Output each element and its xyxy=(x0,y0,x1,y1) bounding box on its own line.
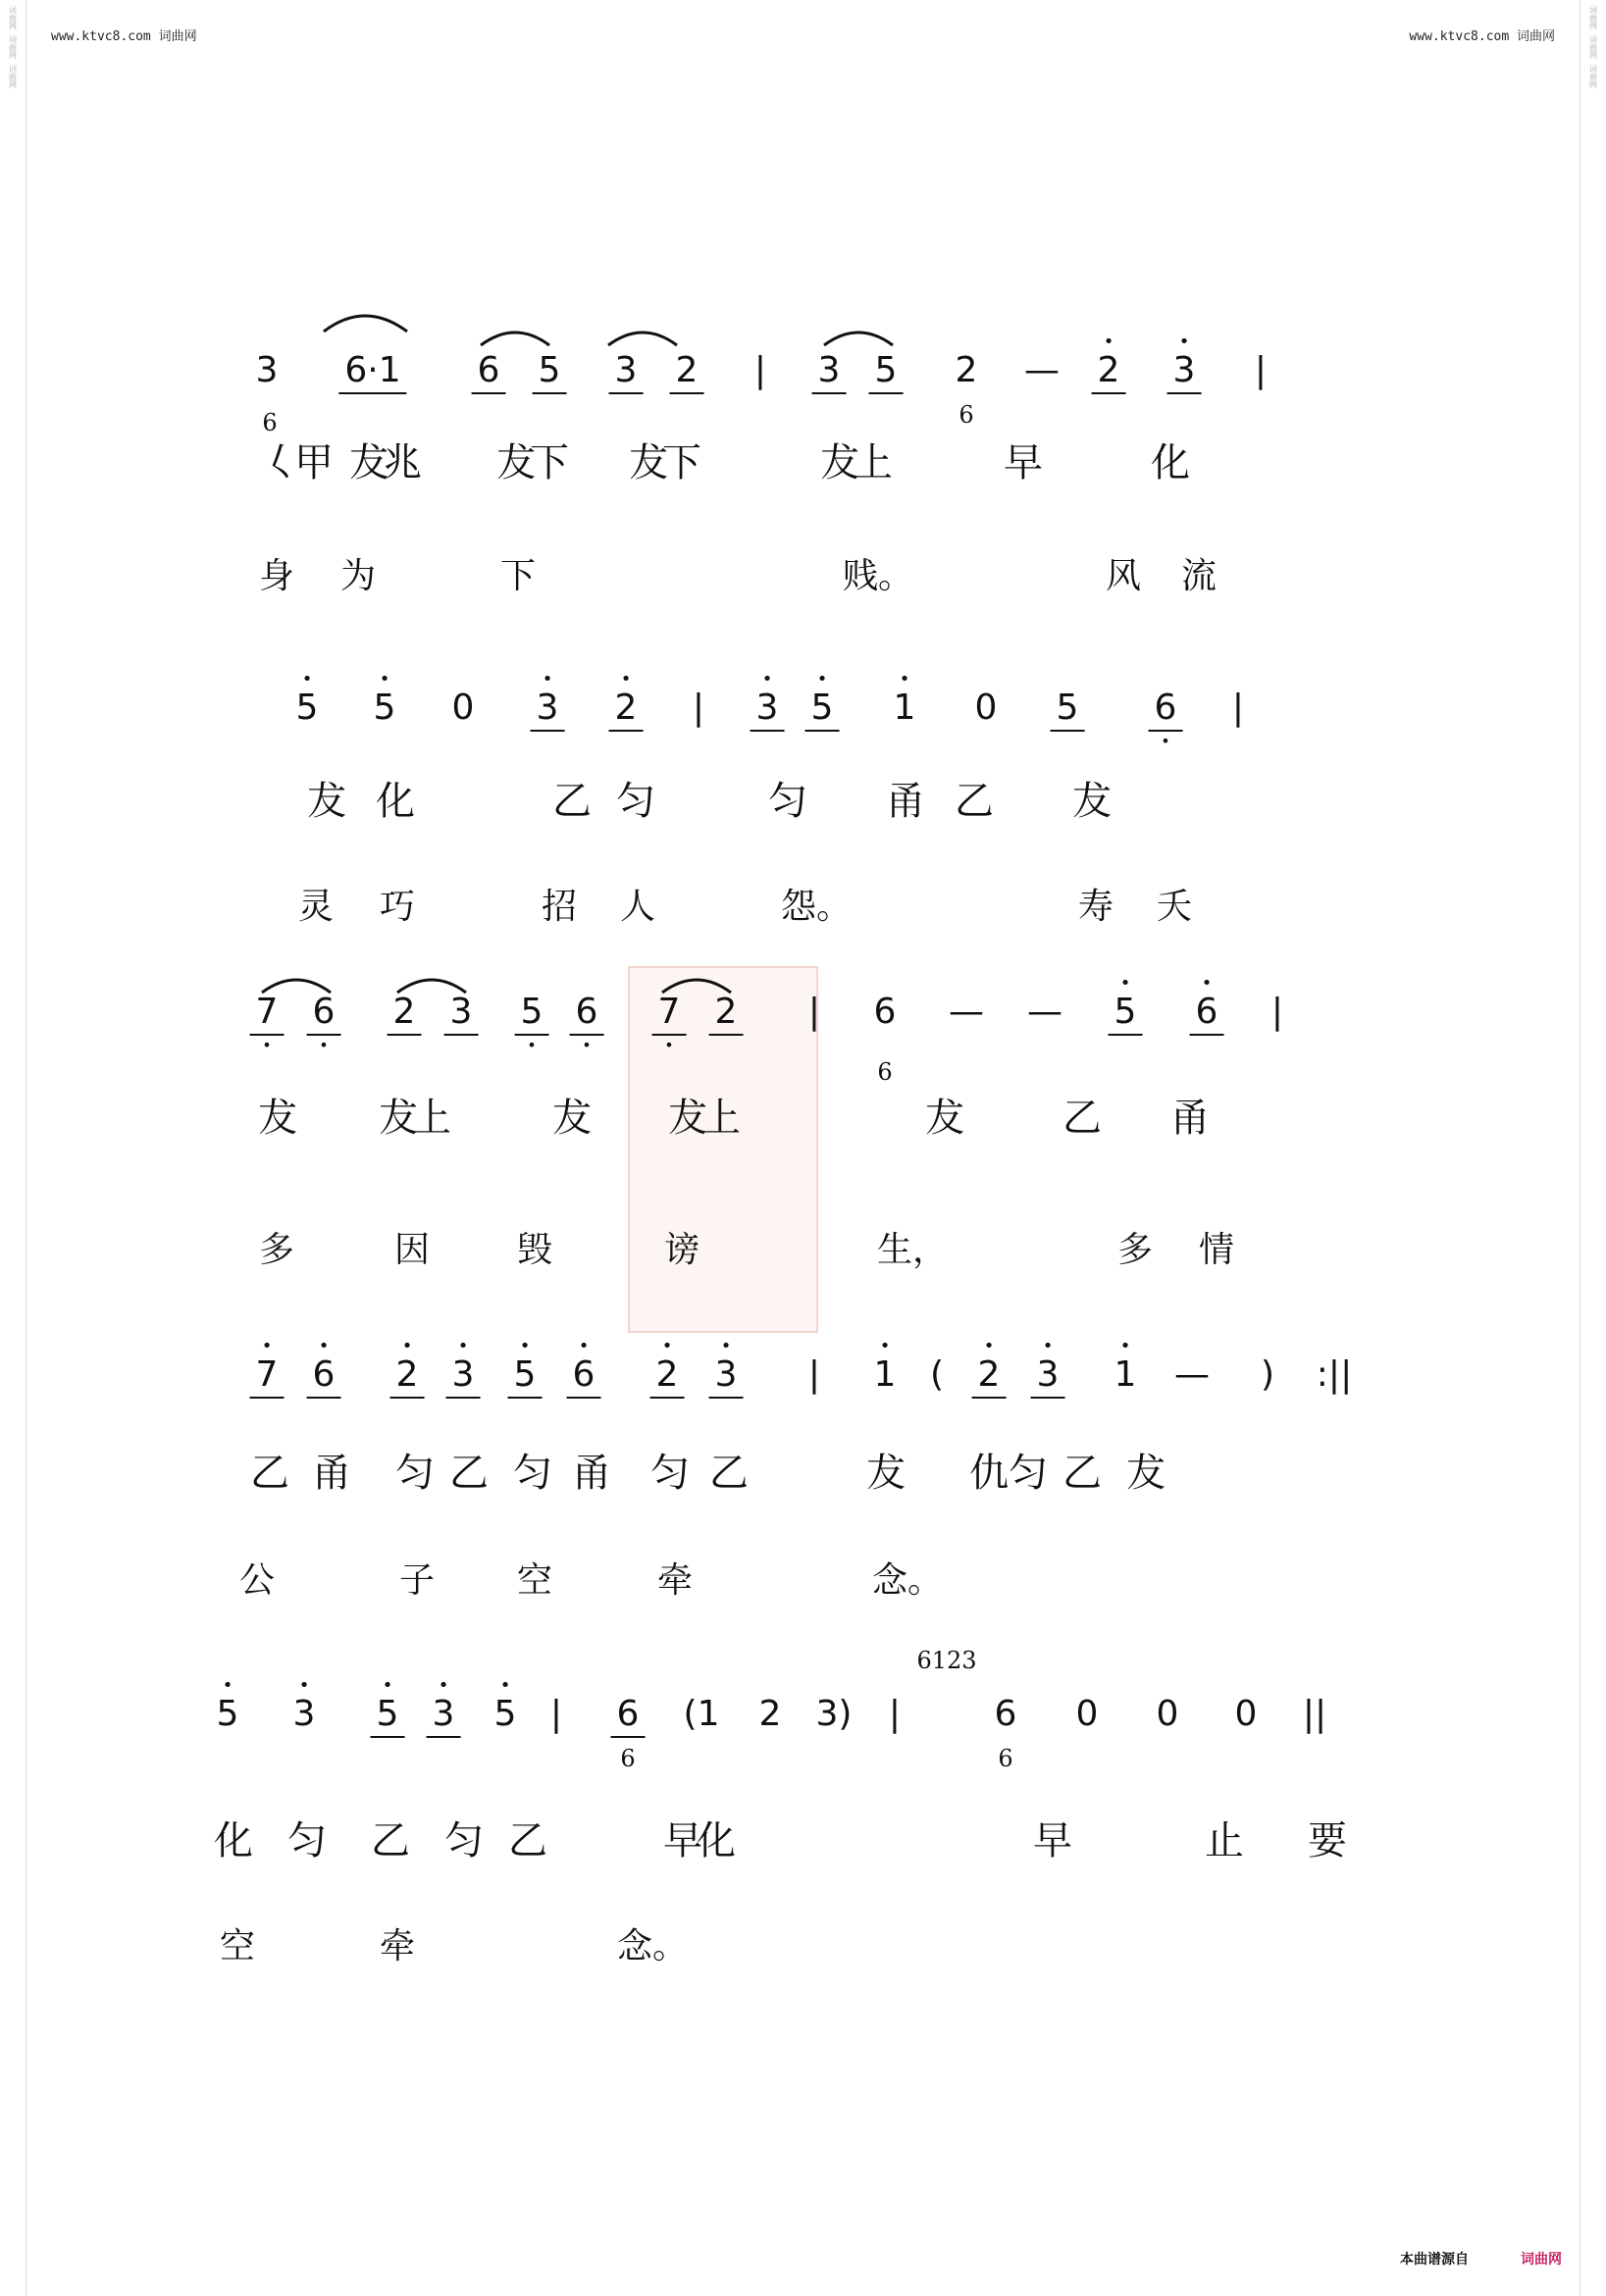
gongche-mark: 匀 xyxy=(513,1451,546,1496)
side-watermark-text: 词曲网 xyxy=(1588,65,1598,88)
note: • 6 xyxy=(1196,993,1218,1032)
paren: ) xyxy=(1260,1354,1275,1395)
lyric: 巧 xyxy=(379,887,416,927)
note: 0 xyxy=(1156,1694,1179,1734)
barline: | xyxy=(1231,688,1245,728)
gongche-mark: 犮 xyxy=(307,779,340,824)
gongche-mark: 匀 xyxy=(287,1818,321,1863)
lyric: 情 xyxy=(1198,1230,1235,1270)
note: 3 xyxy=(614,350,638,390)
gongche-mark: 乙 xyxy=(250,1451,284,1496)
footer-site-link[interactable]: 词曲网 xyxy=(1521,2252,1562,2268)
slur xyxy=(819,324,898,349)
slur xyxy=(476,324,554,349)
left-watermark-strip xyxy=(0,0,26,2296)
note: • 2 xyxy=(978,1355,1001,1395)
gongche-mark: 甬 xyxy=(312,1451,345,1496)
gongche-mark: 化 xyxy=(1151,440,1184,485)
gongche-mark: 犮 xyxy=(552,1096,586,1141)
lyric: 毁 xyxy=(516,1230,553,1270)
lyric: 念。 xyxy=(616,1926,689,1966)
lyric: 灵 xyxy=(297,887,335,927)
note: 5 xyxy=(874,350,898,390)
gongche-mark: 早化 xyxy=(663,1818,730,1863)
lyric: 公 xyxy=(238,1560,276,1601)
gongche-mark: 犮 xyxy=(1072,779,1106,824)
note: • 6 xyxy=(576,993,598,1032)
note: • 5 xyxy=(494,1695,517,1734)
gongche-mark: 6 xyxy=(958,401,974,429)
note: 2 xyxy=(714,992,738,1032)
lyric: 为 xyxy=(339,556,377,596)
note: • 5 xyxy=(1114,993,1137,1032)
lyric: 人 xyxy=(619,887,656,927)
note: • 6 xyxy=(573,1355,596,1395)
note: • 2 xyxy=(615,689,638,728)
side-watermark-text: 词曲网 xyxy=(1588,6,1598,29)
lyric: 贱。 xyxy=(842,556,914,596)
lyric: 寿 xyxy=(1077,887,1114,927)
gongche-mark: 犮 xyxy=(258,1096,291,1141)
barline: | xyxy=(692,688,705,728)
lyric: 空 xyxy=(516,1560,553,1601)
barline: | xyxy=(753,350,767,390)
barline: | xyxy=(807,1354,821,1395)
barline: | xyxy=(549,1694,563,1734)
barline: | xyxy=(807,992,821,1032)
gongche-mark: 犮上 xyxy=(379,1096,445,1141)
gongche-mark: 匀 xyxy=(444,1818,478,1863)
lyric: 牵 xyxy=(656,1560,694,1601)
note: 6 xyxy=(616,1694,640,1734)
lyric: 多 xyxy=(1116,1230,1154,1270)
header-site-link-left[interactable]: www.ktvc8.com 词曲网 xyxy=(51,29,197,44)
note: 3) xyxy=(815,1694,853,1734)
gongche-mark: 乙 xyxy=(709,1451,743,1496)
note: • 1 xyxy=(894,689,916,728)
barline: | xyxy=(1254,350,1268,390)
gongche-mark: 化 xyxy=(376,779,409,824)
note: • 5 xyxy=(521,993,544,1032)
note: • 3 xyxy=(1173,351,1196,390)
gongche-mark: 匀 xyxy=(650,1451,684,1496)
note: • 7 xyxy=(658,993,681,1032)
lyric: 下 xyxy=(499,556,537,596)
note: • 7 xyxy=(256,1355,279,1395)
dash: — xyxy=(1174,1354,1210,1395)
note: 6 xyxy=(873,992,897,1032)
gongche-mark: 乙 xyxy=(508,1818,542,1863)
note: • 5 xyxy=(377,1695,399,1734)
gongche-mark: 甬 xyxy=(886,779,919,824)
note: • 5 xyxy=(374,689,396,728)
note: 0 xyxy=(1075,1694,1099,1734)
note: 6 xyxy=(477,350,500,390)
gongche-mark: 乙 xyxy=(1062,1451,1096,1496)
note: 2 xyxy=(955,350,978,390)
gongche-mark: 匀 xyxy=(1009,1451,1042,1496)
repeat-end: :|| xyxy=(1316,1354,1353,1395)
gongche-mark: 乙 xyxy=(552,779,586,824)
gongche-mark: 犮上 xyxy=(820,440,887,485)
final-barline: || xyxy=(1302,1694,1327,1734)
lyric: 生， xyxy=(876,1230,949,1270)
note: 5 xyxy=(1056,688,1079,728)
note: • 5 xyxy=(514,1355,537,1395)
note: • 5 xyxy=(811,689,834,728)
note: • 3 xyxy=(756,689,779,728)
note: • 3 xyxy=(293,1695,316,1734)
lyric: 身 xyxy=(258,556,295,596)
gongche-mark: 犮下 xyxy=(496,440,563,485)
note: • 5 xyxy=(217,1695,239,1734)
side-watermark-text: 词曲网 xyxy=(8,65,18,88)
grace-note-ornament: 6123 xyxy=(916,1647,977,1674)
note: • 3 xyxy=(715,1355,738,1395)
footer-source-label: 本曲谱源自 xyxy=(1400,2252,1469,2268)
lyric: 流 xyxy=(1180,556,1217,596)
gongche-mark: 止 xyxy=(1205,1818,1238,1863)
note: 0 xyxy=(1234,1694,1258,1734)
note: • 3 xyxy=(537,689,559,728)
gongche-mark: 6 xyxy=(998,1745,1013,1772)
gongche-mark: 犮上 xyxy=(668,1096,735,1141)
gongche-mark: 匀 xyxy=(768,779,802,824)
side-watermark-text: 词曲网 xyxy=(1588,35,1598,59)
right-watermark-strip xyxy=(1580,0,1606,2296)
note: 3 xyxy=(255,350,279,390)
lyric: 招 xyxy=(541,887,578,927)
note: • 3 xyxy=(433,1695,455,1734)
note: • 3 xyxy=(1037,1355,1060,1395)
slur xyxy=(603,324,682,349)
gongche-mark: 犮 xyxy=(925,1096,958,1141)
note: 6 xyxy=(994,1694,1017,1734)
lyric: 念。 xyxy=(871,1560,944,1601)
lyric: 怨。 xyxy=(780,887,853,927)
note: • 1 xyxy=(874,1355,897,1395)
gongche-mark: 𡿨甲 xyxy=(261,440,328,485)
gongche-mark: 甬 xyxy=(1170,1096,1204,1141)
gongche-mark: 仇 xyxy=(969,1451,1003,1496)
slur xyxy=(319,306,412,335)
gongche-mark: 6 xyxy=(262,409,278,436)
gongche-mark: 6 xyxy=(620,1745,636,1772)
dash: — xyxy=(1024,350,1060,390)
gongche-mark: 犮兆 xyxy=(349,440,416,485)
note: 0 xyxy=(974,688,998,728)
lyric: 因 xyxy=(393,1230,431,1270)
note: • 7 xyxy=(256,993,279,1032)
gongche-mark: 犮 xyxy=(1126,1451,1160,1496)
gongche-mark: 早 xyxy=(1033,1818,1066,1863)
gongche-mark: 乙 xyxy=(1062,1096,1096,1141)
paren: ( xyxy=(929,1354,945,1395)
note: 3 xyxy=(817,350,841,390)
lyric: 谤 xyxy=(663,1230,700,1270)
gongche-mark: 乙 xyxy=(371,1818,404,1863)
note: 3 xyxy=(449,992,473,1032)
note: • 6 xyxy=(313,1355,336,1395)
lyric: 子 xyxy=(398,1560,436,1601)
note: • 6 xyxy=(1155,689,1177,728)
gongche-mark: 要 xyxy=(1308,1818,1341,1863)
lyric: 风 xyxy=(1105,556,1142,596)
gongche-mark: 6 xyxy=(877,1058,893,1086)
note: 0 xyxy=(451,688,475,728)
gongche-mark: 乙 xyxy=(449,1451,483,1496)
note: 5 xyxy=(538,350,561,390)
lyric: 多 xyxy=(258,1230,295,1270)
gongche-mark: 化 xyxy=(214,1818,247,1863)
gongche-mark: 犮 xyxy=(866,1451,900,1496)
gongche-mark: 乙 xyxy=(955,779,988,824)
gongche-mark: 匀 xyxy=(616,779,649,824)
gongche-mark: 甬 xyxy=(572,1451,605,1496)
note: • 2 xyxy=(656,1355,679,1395)
note: 2 xyxy=(392,992,416,1032)
note: (1 xyxy=(683,1694,720,1734)
dash: — xyxy=(1027,992,1062,1032)
header-site-link-right[interactable]: www.ktvc8.com 词曲网 xyxy=(1409,29,1555,44)
note: • 2 xyxy=(1098,351,1120,390)
gongche-mark: 匀 xyxy=(395,1451,429,1496)
note: • 5 xyxy=(296,689,319,728)
gongche-mark: 早 xyxy=(1004,440,1037,485)
side-watermark-text: 词曲网 xyxy=(8,35,18,59)
lyric: 空 xyxy=(219,1926,256,1966)
lyric: 夭 xyxy=(1156,887,1193,927)
dash: — xyxy=(949,992,984,1032)
note: 6·1 xyxy=(344,350,401,390)
note: 2 xyxy=(758,1694,782,1734)
note: 2 xyxy=(675,350,699,390)
note: • 1 xyxy=(1114,1355,1137,1395)
note: • 2 xyxy=(396,1355,419,1395)
barline: | xyxy=(1270,992,1284,1032)
barline: | xyxy=(888,1694,902,1734)
lyric: 牵 xyxy=(379,1926,416,1966)
note: • 6 xyxy=(313,993,336,1032)
side-watermark-text: 词曲网 xyxy=(8,6,18,29)
note: • 3 xyxy=(452,1355,475,1395)
gongche-mark: 犮下 xyxy=(629,440,696,485)
